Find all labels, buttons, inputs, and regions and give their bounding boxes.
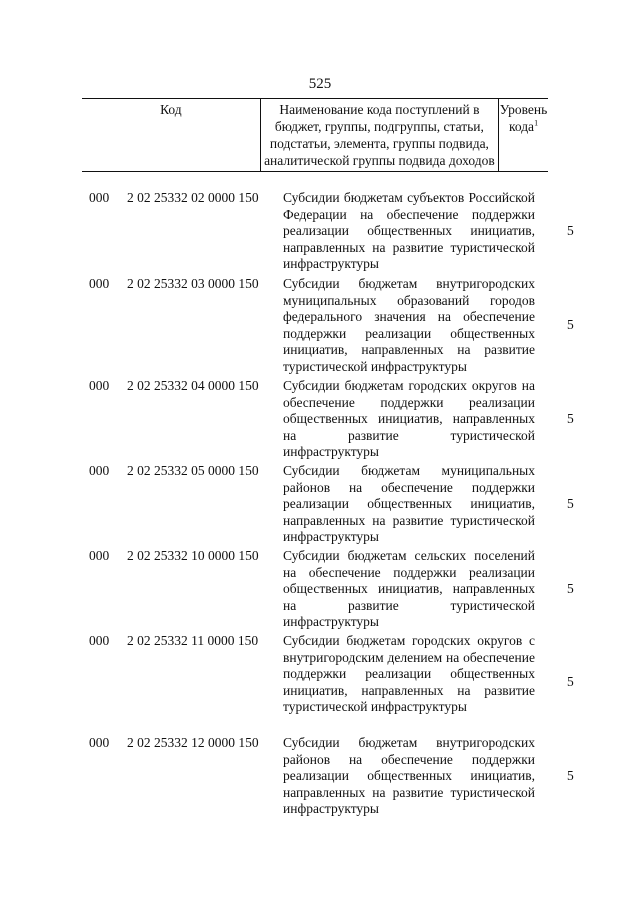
income-code: 2 02 25332 11 0000 150: [127, 633, 259, 648]
income-name: Субсидии бюджетам муниципальных районов на обеспечение поддержки реализации общественных инициатив, направленных на развитие туристической инфраструктуры: [283, 463, 535, 545]
header-name-line: Наименование кода поступлений в: [279, 102, 480, 117]
header-level-line: кода: [508, 119, 535, 134]
income-name: Субсидии бюджетам внутригородских районов на обеспечение поддержки реализации общественных инициатив, направленных на развитие туристической инфраструктуры: [283, 735, 535, 817]
admin-code: 000: [89, 378, 110, 393]
code-level: 5: [567, 496, 574, 511]
code-level: 5: [567, 674, 574, 689]
code-level: 5: [567, 223, 574, 238]
code-level: 5: [567, 581, 574, 596]
income-name: Субсидии бюджетам субъектов Российской Федерации на обеспечение поддержки реализации общественных инициатив, направленных на развитие туристической инфраструктуры: [283, 190, 535, 272]
admin-code: 000: [89, 548, 110, 563]
income-name: Субсидии бюджетам внутригородских муниципальных образований городов федерального значения на обеспечение поддержки реализации общественных инициатив, направленных на развитие туристической инфраструктуры: [283, 276, 535, 374]
table-header: [82, 98, 548, 172]
admin-code: 000: [89, 633, 110, 648]
income-code: 2 02 25332 04 0000 150: [127, 378, 259, 393]
header-level-line: Уровень: [499, 102, 548, 117]
admin-code: 000: [89, 190, 110, 205]
header-name-line: подстатьи, элемента, группы подвида,: [269, 136, 489, 151]
income-code: 2 02 25332 02 0000 150: [127, 190, 259, 205]
income-code: 2 02 25332 12 0000 150: [127, 735, 259, 750]
code-level: 5: [567, 768, 574, 783]
header-name-line: бюджет, группы, подгруппы, статьи,: [274, 119, 484, 134]
income-code: 2 02 25332 10 0000 150: [127, 548, 259, 563]
code-level: 5: [567, 317, 574, 332]
income-code: 2 02 25332 05 0000 150: [127, 463, 259, 478]
header-name-line: аналитической группы подвида доходов: [264, 153, 495, 168]
header-code: Код: [160, 102, 182, 117]
admin-code: 000: [89, 463, 110, 478]
income-code: 2 02 25332 03 0000 150: [127, 276, 259, 291]
income-name: Субсидии бюджетам городских округов на обеспечение поддержки реализации общественных инициатив, направленных на развитие туристической инфраструктуры: [283, 378, 535, 460]
income-name: Субсидии бюджетам городских округов с внутригородским делением на обеспечение поддержки реализации общественных инициатив, направленных на развитие туристической инфраструктуры: [283, 633, 535, 715]
admin-code: 000: [89, 276, 110, 291]
header-name: [260, 99, 498, 171]
admin-code: 000: [89, 735, 110, 750]
header-level: [498, 99, 548, 171]
footnote-marker: 1: [534, 118, 539, 128]
code-level: 5: [567, 411, 574, 426]
income-name: Субсидии бюджетам сельских поселений на обеспечение поддержки реализации общественных инициатив, направленных на развитие туристической инфраструктуры: [283, 548, 535, 630]
page-number: 525: [308, 76, 332, 92]
